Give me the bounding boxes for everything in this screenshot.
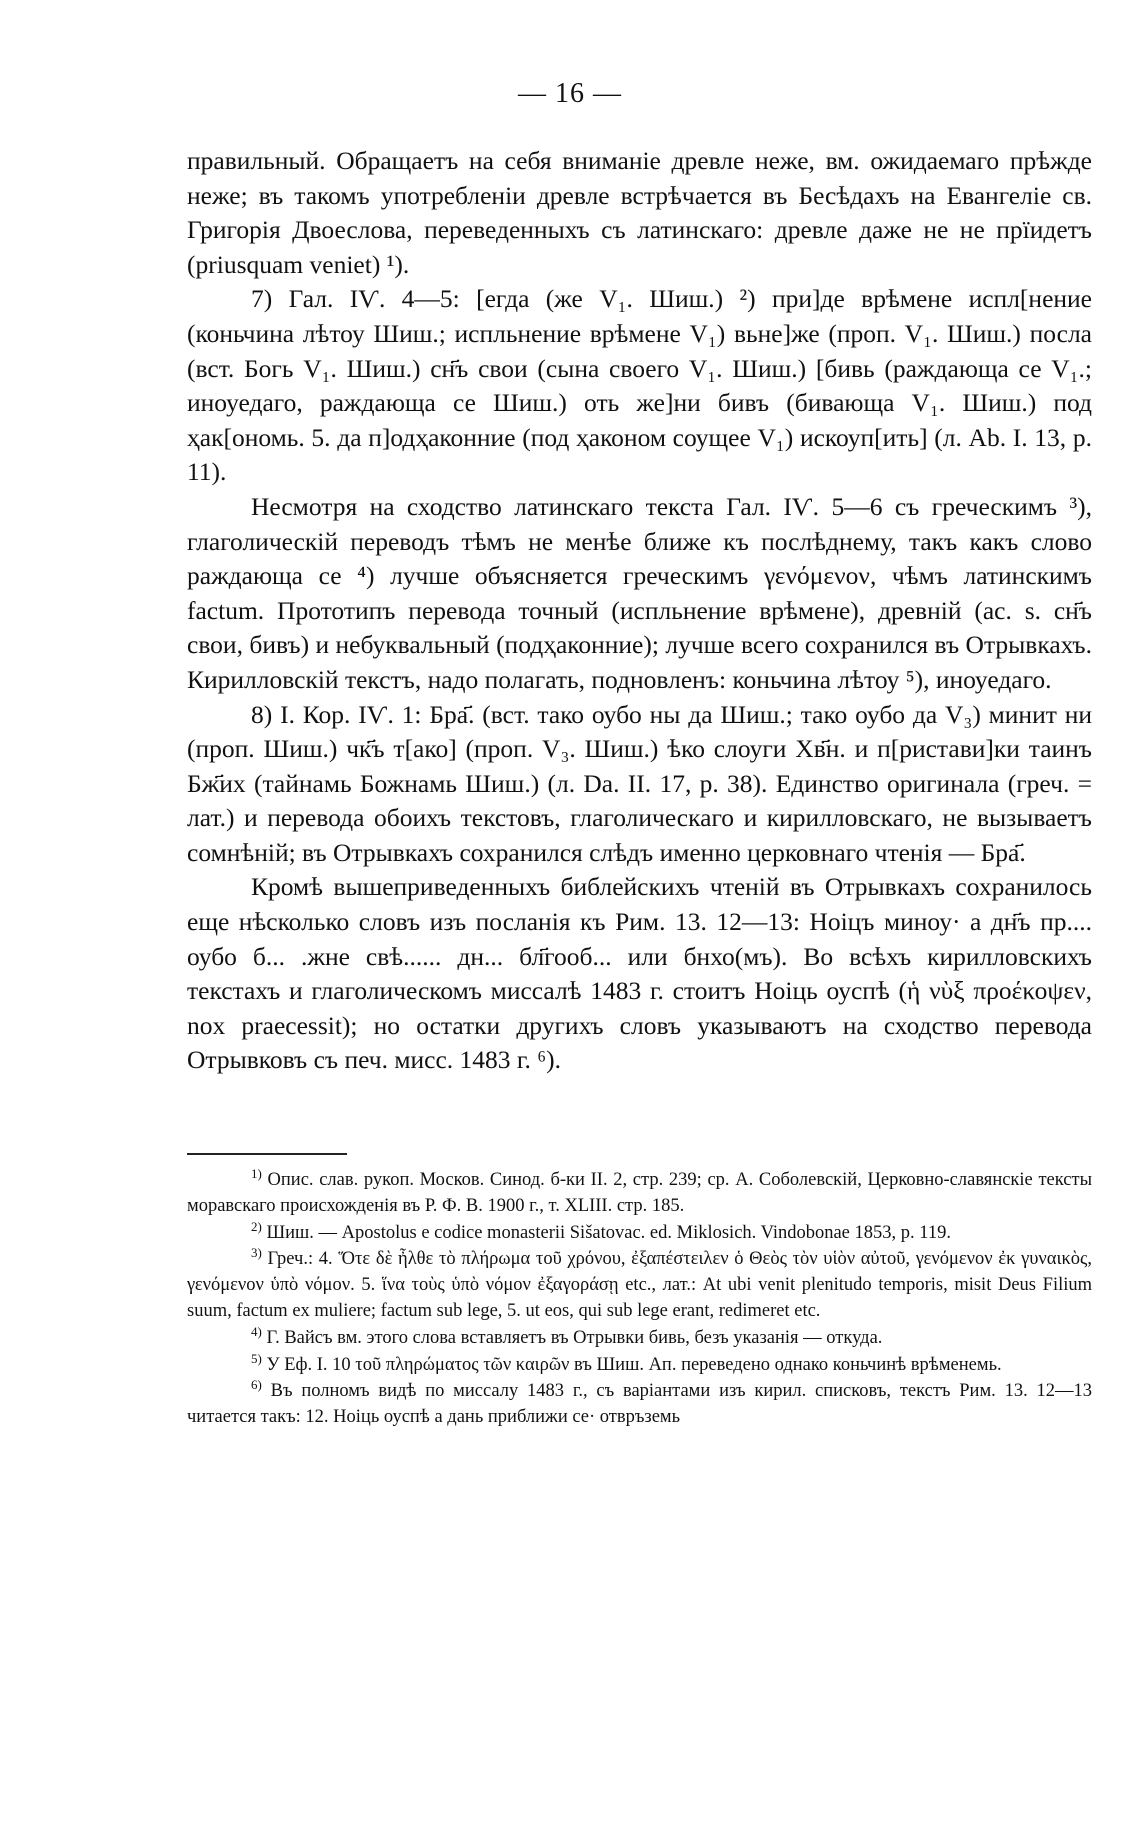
paragraph-4: 8) I. Кор. IѴ. 1: Бра҃. (вст. тако оубо ны да Шиш.; тако оубо да V₃) минит ни (проп. Шиш.) чк҃ъ т[ако] (проп. V₃. Шиш.) ѣко слоуги Хв҃н. и п[ристави]ки таинъ Бж҃их (тайнамь Божнамь Шиш.) (л. Da. II. 17, р. 38). Единство оригинала (греч. = лат.) и перевода обоихъ текстовъ, глаголическаго и кирилловскаго, не вызываетъ сомнѣній; въ Отрывкахъ сохранился слѣдъ именно церковнаго чтенія — Бра҃.	[187, 699, 1092, 867]
footnote-mark: 5)	[251, 1350, 262, 1366]
footnote-mark: 2)	[251, 1218, 262, 1234]
paragraph-2: 7) Гал. IѴ. 4—5: [егда (же V₁. Шиш.) ²) при]де врѣмене испл[нение (коньчина лѣтоу Шиш.; испльнение врѣмене V₁) вьне]же (проп. V₁. Шиш.) посла (вст. Богь V₁. Шиш.) сн҃ъ свои (сына своего V₁. Шиш.) [бивь (раждающа се V₁.; иноуедаго, раждающа се Шиш.) оть же]ни бивъ (бивающа V₁. Шиш.) под ҳак[ономь. 5. да п]одҳаконние (под ҳаконом соущее V₁) искоуп[ить] (л. Аb. I. 13, р. 11).	[187, 284, 1092, 487]
footnote-mark: 1)	[251, 1165, 262, 1181]
footnote-mark: 6)	[251, 1377, 262, 1393]
paragraph-5: Кромѣ вышеприведенныхъ библейскихъ чтеній въ Отрывкахъ сохранилось еще нѣсколько словъ изъ посланія къ Рим. 13. 12—13: Ноіцъ миноу· а дн҃ъ пр.... оубо б... .жне свѣ...... дн... бл҃гооб... или бнхо(мъ). Во всѣхъ кирилловскихъ текстахъ и глаголическомъ миссалѣ 1483 г. стоитъ Ноіць оуспѣ (ἡ νὺξ προέκοψεν, nox praecessit); но остатки другихъ словъ указываютъ на сходство перевода Отрывковъ съ печ. мисс. 1483 г. ⁶).	[187, 872, 1092, 1075]
footnote-text: Г. Вайсъ вм. этого слова вставляетъ въ Отрывки бивь, безъ указанія — откуда.	[266, 1327, 883, 1348]
paragraph-1: правильный. Обращаетъ на себя вниманіе древле неже, вм. ожидаемаго прѣжде неже; въ такомъ употребленіи древле встрѣчается въ Бесѣдахъ на Евангеліе св. Григорія Двоеслова, переведенныхъ съ латинскаго: древле даже не не прїидетъ (priusquam veniet) ¹).	[187, 146, 1092, 279]
footnote-text: Шиш. — Apostolus e codice monasterii Sišatovac. ed. Miklosich. Vindobonae 1853, p. 119.	[266, 1222, 951, 1243]
footnote-3	[187, 1247, 1092, 1324]
page-number: — 16 —	[518, 78, 622, 109]
footnote-6	[187, 1379, 1092, 1431]
footnote-mark: 3)	[251, 1245, 262, 1261]
footnote-text: Въ полномъ видѣ по миссалу 1483 г., съ варіантами изъ кирил. списковъ, текстъ Рим. 13. 12—13 читается такъ: 12. Ноіць оуспѣ а дань приближи се· отвръземь	[187, 1381, 1092, 1428]
footnote-1	[187, 1165, 1092, 1220]
footnote-separator	[187, 1153, 347, 1155]
paragraph-3: Несмотря на сходство латинскаго текста Гал. IѴ. 5—6 съ греческимъ ³), глаголическій переводъ тѣмъ не менѣе ближе къ послѣднему, такъ какъ слово раждающа се ⁴) лучше объясняется греческимъ γενόμενον, чѣмъ латинскимъ factum. Прототипъ перевода точный (испльнение врѣмене), древній (ас. s. сн҃ъ свои, бивъ) и небуквальный (подҳаконние); лучше всего сохранился въ Отрывкахъ. Кирилловскій текстъ, надо полагать, подновленъ: коньчина лѣтоу ⁵), иноуедаго.	[187, 491, 1092, 694]
footnote-4	[187, 1323, 1092, 1352]
footnote-mark: 4)	[251, 1323, 262, 1339]
footnote-text: Греч.: 4. Ὅτε δὲ ἦλθε τὸ πλήρωμα τοῦ χρόνου, ἐξαπέστειλεν ὁ Θεὸς τὸν υἱὸν αὐτοῦ, γενόμενον ἐκ γυναικὸς, γενόμενον ὑπὸ νόμον. 5. ἵνα τοὺς ὑπὸ νόμον ἐξαγοράσῃ etc., лат.: At ubi venit plenitudo temporis, misit Deus Filium suum, factum ex muliere; factum sub lege, 5. ut eos, qui sub lege erant, redimeret etc.	[187, 1249, 1092, 1321]
footnote-text: Опис. слав. рукоп. Москов. Синод. б-ки II. 2, стр. 239; ср. А. Соболевскій, Церковно-славянскіе тексты моравскаго происхожденія въ Р. Ф. В. 1900 г., т. XLIII. стр. 185.	[187, 1170, 1092, 1216]
footnote-2	[187, 1218, 1092, 1247]
footnotes	[187, 1165, 1092, 1432]
footnote-text: У Еф. I. 10 τοῦ πληρώματος τῶν καιρῶν въ Шиш. Ап. переведено однако коньчинѣ врѣменемь.	[266, 1354, 1002, 1375]
main-text	[187, 144, 1092, 1078]
footnote-5	[187, 1350, 1092, 1379]
